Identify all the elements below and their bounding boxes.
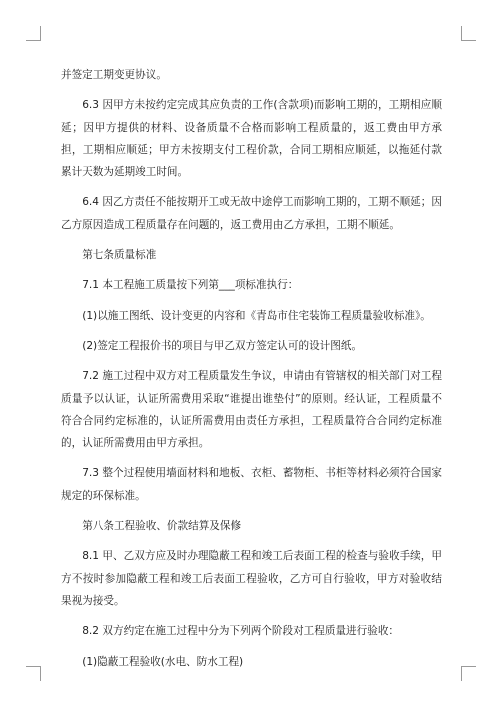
clause-7-3: 7.3 整个过程使用墙面材料和地板、衣柜、蓄物柜、书柜等材料必须符合国家规定的环保标准。 [61, 467, 442, 502]
crop-mark-top-left [26, 26, 41, 41]
paragraph-continuation: 并签定工期变更协议。 [61, 69, 167, 81]
clause-6-4: 6.4 因乙方责任不能按期开工或无故中途停工而影响工期的，工期不顺延；因乙方原因造成工程质量存在问题的，返工费用由乙方承担，工期不顺延。 [61, 196, 442, 231]
article-8-heading: 第八条工程验收、价款结算及保修 [82, 520, 242, 533]
clause-6-3: 6.3 因甲方未按约定完成其应负责的工作(含款项)而影响工期的，工期相应顺延；因甲方提供的材料、设备质量不合格而影响工程质量的，返工费由甲方承担，工期相应顺延；甲方未按期支付工程价款，合同工期相应顺延，以拖延付款累计天数为延期竣工时间。 [61, 99, 442, 179]
clause-7-1-item-2: (2)签定工程报价书的项目与甲乙双方签定认可的设计图纸。 [82, 339, 363, 352]
clause-7-1-item-1: (1)以施工图纸、设计变更的内容和《青岛市住宅装饰工程质量验收标准》。 [82, 309, 431, 322]
clause-7-1: 7.1 本工程施工质量按下列第___项标准执行： [82, 279, 299, 292]
article-7-heading: 第七条质量标准 [82, 249, 157, 262]
crop-mark-bottom-right [461, 666, 476, 681]
crop-mark-top-right [461, 26, 476, 41]
document-body [61, 64, 442, 673]
clause-7-2: 7.2 施工过程中双方对工程质量发生争议，申请由有管辖权的相关部门对工程质量予以认证，认证所需费用采取“谁提出谁垫付”的原则。经认证，工程质量不符合合同约定标准的，认证所需费用由责任方承担，工程质量符合合同约定标准的，认证所需费用由甲方承担。 [61, 370, 442, 450]
crop-mark-bottom-left [26, 666, 41, 681]
clause-8-1: 8.1 甲、乙双方应及时办理隐蔽工程和竣工后表面工程的检查与验收手续，甲方不按时参加隐蔽工程和竣工后表面工程验收，乙方可自行验收，甲方对验收结果视为接受。 [61, 550, 442, 607]
clause-8-2: 8.2 双方约定在施工过程中分为下列两个阶段对工程质量进行验收： [82, 625, 400, 638]
clause-8-2-item-1: (1)隐蔽工程验收(水电、防水工程) [82, 655, 244, 668]
